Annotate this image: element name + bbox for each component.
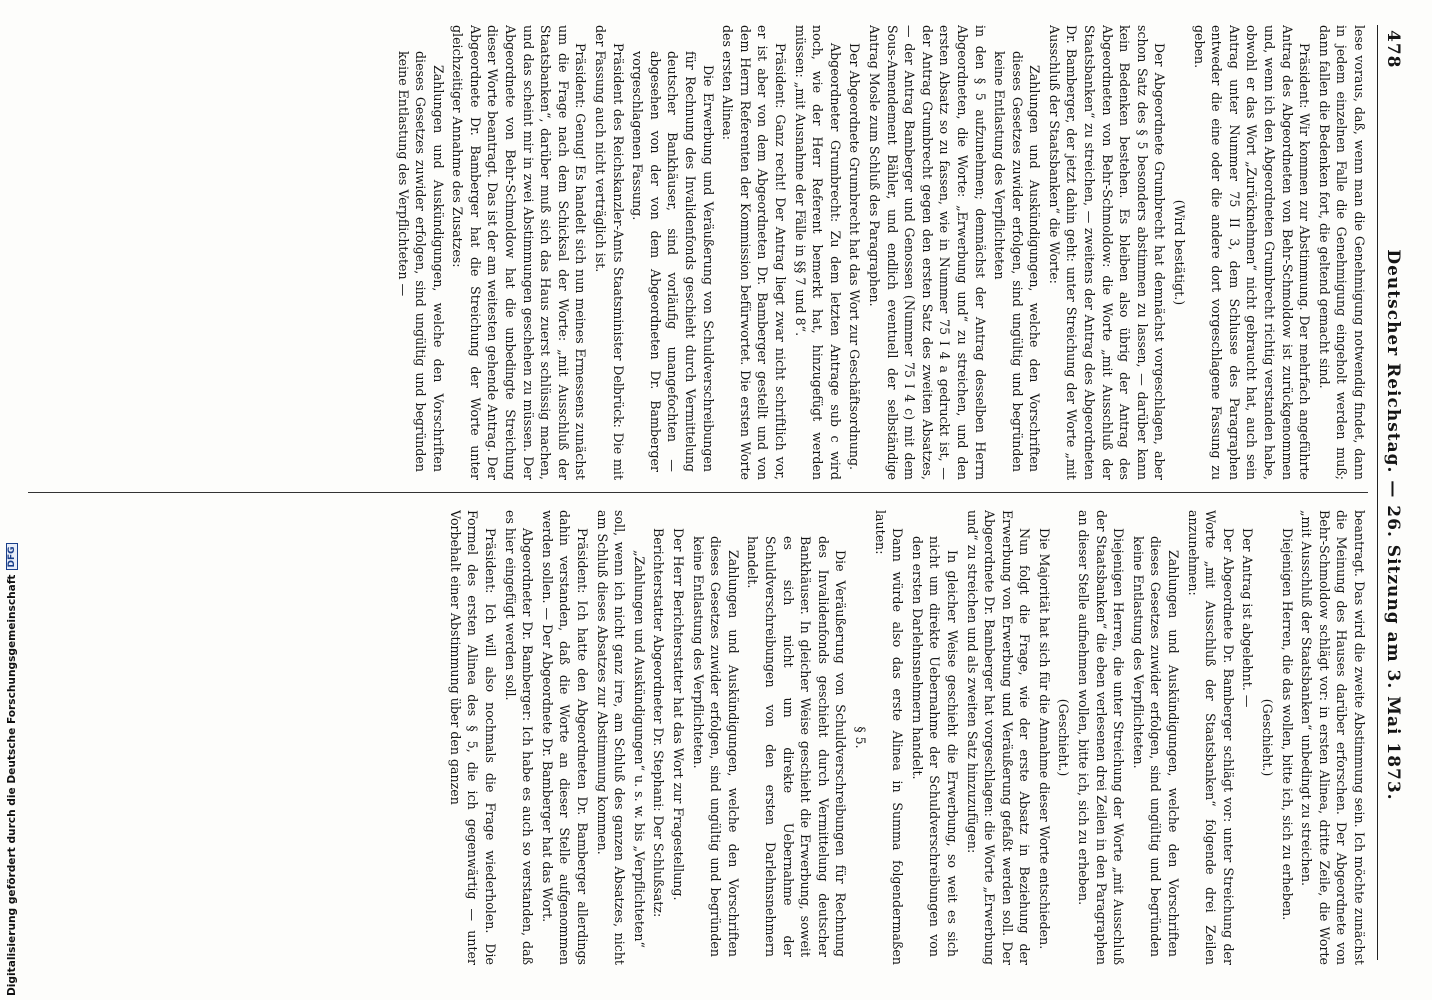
paragraph: Der Abgeordnete Dr. Bamberger schlägt vor: unter Streichung der Worte „mit Ausschluß der Staatsbanken“ folgende drei Zeilen anzunehmen: bbox=[1185, 510, 1236, 965]
quote: Zahlungen und Auskündigungen, welche den Vorschriften dieses Gesetzes zuwider erfolgen, sind ungültig und begründen keine Entlastung des Verpflichteten. bbox=[1130, 536, 1182, 957]
digitization-note bbox=[0, 0, 24, 996]
paragraph: Präsident: Ganz recht! Der Antrag liegt zwar nicht schriftlich vor, er ist aber von dem Abgeordneten Dr. Bamberger gestellt und von dem Herrn Referenten der Kommission befürwortet. Die ersten Worte des ersten Alinea: bbox=[720, 25, 788, 480]
paragraph: Abgeordneter Dr. Bamberger: Ich habe es auch so verstanden, daß es hier eingefügt werden soll. bbox=[502, 510, 536, 965]
quote: „Zahlungen und Auskündigungen“ u. s. w. bis „Verpflichteten“ bbox=[631, 550, 647, 948]
paragraph: Der Antrag ist abgelehnt. — bbox=[1240, 528, 1256, 708]
column-rule bbox=[28, 492, 1368, 493]
paragraph: Präsident: Ich will also nochmals die Frage wiederholen. Die Formel des ersten Alinea des § 5, die ich gegenwärtig — unter Vorbehalt einer Abstimmung über den ganzen bbox=[447, 510, 499, 965]
paragraph: (Geschieht.) bbox=[1260, 698, 1276, 777]
header-rule bbox=[1377, 25, 1378, 960]
quote: Zahlungen und Auskündigungen, welche den Vorschriften dieses Gesetzes zuwider erfolgen, sind ungültig und begründen keine Entlastung des Verpflichteten — bbox=[395, 51, 446, 472]
paragraph: Präsident: Genug! Es handelt sich nun meines Ermessens zunächst um die Frage nach dem Schicksal der Worte: „mit Ausschluß der Staatsbanken“, darüber muß sich das Haus zuerst schlüssig machen, und das scheint mir in zwei Abstimmungen geschehen zu müssen. Der Abgeordnete von Behr-Schmoldow hat die unbedingte Streichung dieser Worte beantragt. Das ist der am weitesten gehende Antrag. Der Abgeordnete Dr. Bamberger hat die Streichung der Worte unter gleichzeitiger Annahme des Zusatzes: bbox=[450, 25, 589, 480]
quote: Die Erwerbung und Veräußerung von Schuldverschreibungen für Rechnung des Invalidenfonds geschieht durch Vermittelung deutscher Bankhäuser, sind vorläufig unangefochten — abgesehen von der von dem Abgeordneten Dr. Bamberger vorgeschlagenen Fassung. bbox=[630, 51, 716, 472]
paragraph: soll, wenn ich nicht ganz irre, am Schluß des ganzen Absatzes, nicht am Schluß dieses Absatzes zur Abstimmung kommen. bbox=[594, 510, 628, 965]
paragraph: Dann würde also das erste Alinea in Summa folgendermaßen lauten: bbox=[872, 510, 906, 965]
quote: Zahlungen und Auskündigungen, welche den Vorschriften dieses Gesetzes zuwider erfolgen, sind ungültig und begründen keine Entlastung des Verpflichteten bbox=[992, 51, 1043, 472]
paragraph: beantragt. Das wird die zweite Abstimmung sein. Ich möchte zunächst die Meinung des Hauses darüber erforschen. Der Abgeordnete von Behr-Schmoldow schlägt vor: in ersten Alinea, dritte Zeile, die Worte „mit Ausschluß der Staatsbanken“ unbedingt zu streichen. bbox=[1299, 510, 1367, 965]
paragraph: lese voraus, daß, wenn man die Genehmigung notwendig findet, dann in jedem einzelnen Falle die Genehmigung eingeholt werden muß; dann fallen die Bedenken fort, die geltend gemacht sind. bbox=[1316, 25, 1367, 480]
right-column bbox=[33, 510, 1368, 965]
page-number: 478 bbox=[1383, 30, 1403, 69]
paragraph: Präsident: Wir kommen zur Abstimmung. Der mehrfach angeführte Antrag des Abgeordneten von Behr-Schmoldow ist zurückgenommen und, wenn ich den Abgeordneten Grumbrecht richtig verstanden habe, obwohl er das Wort „Zurücknehmen“ nicht gebraucht hat, auch sein Antrag unter Nummer 75 II 3, dem Schlusse des Paragraphen entweder die eine oder die andere dort vorgeschlagene Fassung zu geben. bbox=[1191, 25, 1313, 480]
left-column bbox=[33, 25, 1368, 480]
quote: Die Veräußerung von Schuldverschreibungen für Rechnung des Invalidenfonds geschieht durch Vermittelung deutscher Bankhäuser. In gleicher Weise geschieht die Erwerbung, soweit es sich nicht um direkte Uebernahme der Schuldverschreibungen von den ersten Darlehnsnehmern handelt. bbox=[745, 536, 849, 957]
quote: In gleicher Weise geschieht die Erwerbung, so weit es sich nicht um direkte Uebernahme der Schuldverschreibungen von den ersten Darlehnsnehmern handelt. bbox=[909, 536, 960, 957]
paragraph: (Wird bestätigt.) bbox=[1172, 199, 1188, 306]
paragraph: Präsident des Reichskanzler-Amts Staatsminister Delbrück: Die mit der Fassung auch nicht verträglich ist. bbox=[593, 25, 626, 480]
digitization-note-text: Digitalisierung gefördert durch die Deutsche Forschungsgemeinschaft bbox=[6, 574, 18, 996]
paragraph: Der Herr Berichterstatter hat das Wort zur Fragestellung. bbox=[671, 528, 687, 901]
quote: Zahlungen und Auskündigungen, welche den Vorschriften dieses Gesetzes zuwider erfolgen, sind ungültig und begründen keine Entlastung des Verpflichteten. bbox=[690, 536, 741, 957]
paragraph: (Geschieht.) bbox=[1056, 698, 1072, 777]
paragraph: Nun folgt die Frage, wie der erste Absatz in Beziehung der Erwerbung von Erwerbung und Veräußerung gefaßt werden soll. Der Abgeordnete Dr. Bamberger hat vorgeschlagen: die Worte „Erwerbung und“ zu streichen und als zweiten Satz hinzuzufügen: bbox=[964, 510, 1033, 965]
paragraph: Der Abgeordnete Grumbrecht hat das Wort zur Geschäftsordnung. bbox=[847, 43, 863, 471]
section-heading: § 5. bbox=[852, 726, 868, 749]
scanned-page bbox=[16, 0, 1416, 1000]
paragraph: Diejenigen Herren, die das wollen, bitte ich, sich zu erheben. bbox=[1279, 528, 1295, 921]
paragraph: Berichterstatter Abgeordneter Dr. Stephani: Der Schlußsatz: bbox=[651, 528, 667, 918]
paragraph: Der Abgeordnete Grumbrecht hat demnächst vorgeschlagen, aber schon Satz des § 5 besonders abstimmen zu lassen, — darüber kann kein Bedenken bestehen. Es bleiben also übrig der Antrag des Abgeordneten von Behr-Schmoldow: die Worte „mit Ausschluß der Staatsbanken“ zu streichen, — zweitens der Antrag des Abgeordneten Dr. Bamberger, der jetzt dahin geht: unter Streichung der Worte „mit Ausschluß der Staatsbanken“ die Worte: bbox=[1046, 25, 1168, 480]
paragraph: in den § 5 aufzunehmen; demnächst der Antrag desselben Herrn Abgeordneten, die Worte: „Erwerbung und“ zu streichen, und den ersten Absatz so zu fassen, wie in Nummer 75 I 4 a gedruckt ist, — der Antrag Grumbrecht gegen den ersten Satz des zweiten Absatzes, — der Antrag Bamberger und Genossen (Nummer 75 I 4 c) mit dem Sous-Amendement Bähler, und endlich eventuell der selbständige Antrag Mosle zum Schluß des Paragraphen. bbox=[866, 25, 988, 480]
paragraph: Die Majorität hat sich für die Annahme dieser Worte entschieden. bbox=[1036, 528, 1052, 950]
paragraph: Präsident: Ich hatte den Abgeordneten Dr. Bamberger allerdings dahin verstanden, daß die Worte an dieser Stelle aufgenommen werden sollen. — Der Abgeordnete Dr. Bamberger hat das Wort. bbox=[539, 510, 591, 965]
dfg-logo: DFG bbox=[6, 543, 18, 570]
paragraph: Diejenigen Herren, die unter Streichung der Worte „mit Ausschluß der Staatsbanken“ die eben verlesenen drei Zeilen in den Paragraphen an dieser Stelle aufnehmen wollen, bitte ich, sich zu erheben. bbox=[1076, 510, 1127, 965]
paragraph: Abgeordneter Grumbrecht: Zu dem letzten Antrage sub c wird noch, wie der Herr Referent bemerkt hat, hinzugefügt werden müssen: „mit Ausnahme der Fälle in §§ 7 und 8“. bbox=[792, 25, 843, 480]
running-head bbox=[1380, 30, 1406, 960]
running-head-title: Deutscher Reichstag. — 26. Sitzung am 3. Mai 1873. bbox=[1383, 249, 1403, 801]
